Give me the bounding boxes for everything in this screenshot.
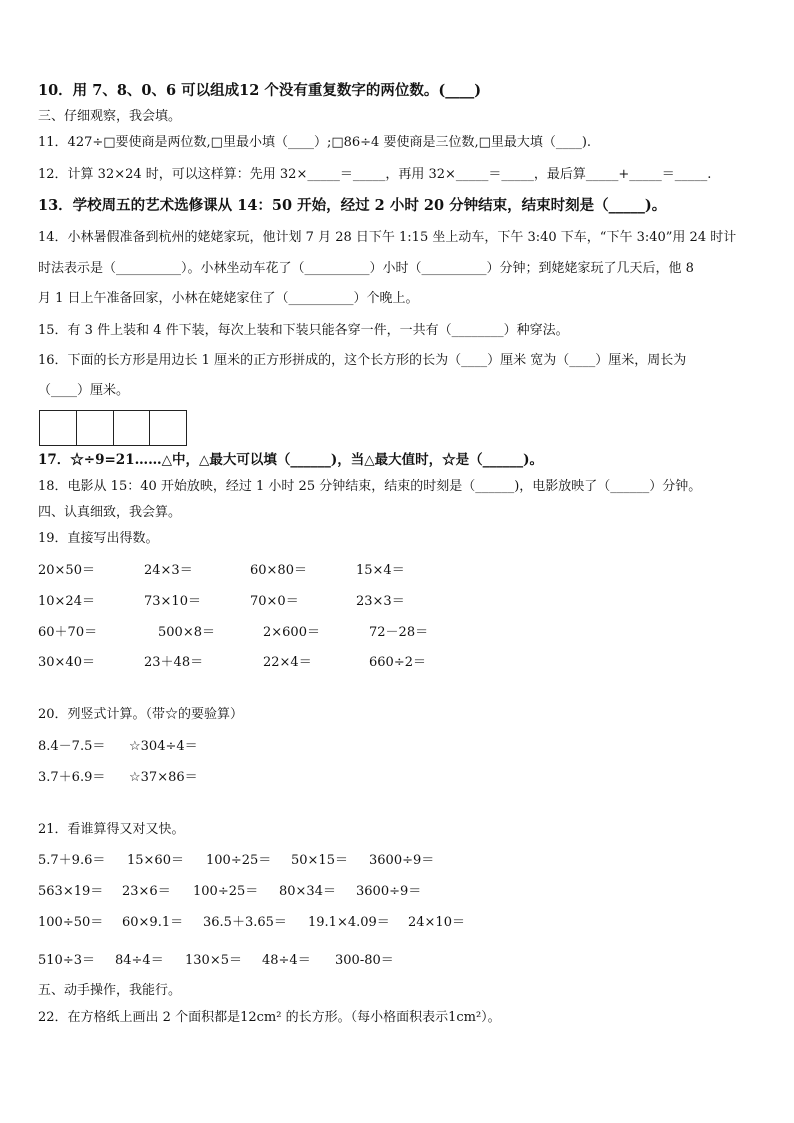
q19-row [38,594,794,610]
calc-item: 15×60＝ [127,853,184,868]
question-21: 21．看谁算得又对又快。 [38,822,185,837]
calc-item: 100÷25＝ [206,853,272,868]
calc-item: 72－28＝ [369,625,429,640]
unit-square [149,410,187,446]
calc-item: 100÷50＝ [38,915,104,930]
calc-item: ☆37×86＝ [129,770,198,785]
calc-item: 70×0＝ [250,594,299,609]
calc-item: 24×10＝ [408,915,465,930]
calc-item: 19.1×4.09＝ [308,915,390,930]
calc-item: 73×10＝ [144,594,201,609]
calc-item: 3600÷9＝ [369,853,435,868]
calc-item: 100÷25＝ [193,884,259,899]
question-17: 17．☆÷9=21……△中，△最大可以填（______)，当△最大值时，☆是（______)。 [38,452,544,468]
calc-item: 60×80＝ [250,563,307,578]
question-13: 13．学校周五的艺术选修课从 14：50 开始，经过 2 小时 20 分钟结束，结束时刻是（_____)。 [38,197,667,214]
calc-item: 2×600＝ [263,625,320,640]
calc-item: 24×3＝ [144,563,193,578]
calc-item: 510÷3＝ [38,953,95,968]
q19-row [38,655,794,671]
unit-square [113,410,150,446]
question-10: 10．用 7、8、0、6 可以组成12 个没有重复数字的两位数。(____) [38,82,482,99]
q21-row [38,953,794,969]
calc-item: 23×3＝ [356,594,405,609]
question-22: 22．在方格纸上画出 2 个面积都是12cm² 的长方形。（每小格面积表示1cm²）。 [38,1010,501,1025]
calc-item: 22×4＝ [263,655,312,670]
calc-item: 23×6＝ [122,884,171,899]
q20-row [38,770,794,786]
question-20: 20．列竖式计算。（带☆的要验算） [38,707,244,722]
calc-item: 660÷2＝ [369,655,426,670]
calc-item: 23＋48＝ [144,655,204,670]
calc-item: ☆304÷4＝ [129,739,198,754]
calc-item: 36.5＋3.65＝ [203,915,287,930]
q21-row [38,884,794,900]
question-18: 18．电影从 15：40 开始放映，经过 1 小时 25 分钟结束，结束的时刻是（______)，电影放映了（______）分钟。 [38,479,702,494]
calc-item: 50×15＝ [291,853,348,868]
question-14-line-1: 14．小林暑假准备到杭州的姥姥家玩，他计划 7 月 28 日下午 1:15 坐上动车，下午 3:40 下车，“下午 3:40”用 24 时计 [38,230,737,245]
unit-square [76,410,113,446]
calc-item: 500×8＝ [158,625,215,640]
q20-row [38,739,794,755]
calc-item: 300-80＝ [335,953,394,968]
calc-item: 60×9.1＝ [122,915,184,930]
calc-item: 20×50＝ [38,563,95,578]
calc-item: 48÷4＝ [262,953,311,968]
section-5-heading: 五、动手操作，我能行。 [38,983,182,998]
calc-item: 5.7＋9.6＝ [38,853,106,868]
calc-item: 30×40＝ [38,655,95,670]
question-14-line-2: 时法表示是（__________）。小林坐动车花了（__________）小时（__________）分钟；到姥姥家玩了几天后，他 8 [38,261,694,276]
calc-item: 3600÷9＝ [356,884,422,899]
calc-item: 3.7＋6.9＝ [38,770,106,785]
q19-row [38,625,794,641]
calc-item: 84÷4＝ [115,953,164,968]
calc-item: 8.4－7.5＝ [38,739,106,754]
section-3-heading: 三、仔细观察，我会填。 [38,109,182,124]
question-19: 19．直接写出得数。 [38,531,159,546]
q21-row [38,915,794,931]
question-15: 15．有 3 件上装和 4 件下装，每次上装和下装只能各穿一件，一共有（________）种穿法。 [38,323,569,338]
q21-row [38,853,794,869]
section-4-heading: 四、认真细致，我会算。 [38,505,182,520]
calc-item: 60＋70＝ [38,625,98,640]
calc-item: 563×19＝ [38,884,104,899]
q19-row [38,563,794,579]
question-16-line-1: 16．下面的长方形是用边长 1 厘米的正方形拼成的，这个长方形的长为（____）厘米 宽为（____）厘米，周长为 [38,353,687,368]
question-16-line-2: （____）厘米。 [38,383,130,398]
question-11: 11．427÷□要使商是两位数,□里最小填（____）;□86÷4 要使商是三位数,□里最大填（____). [38,135,592,150]
question-14-line-3: 月 1 日上午准备回家，小林在姥姥家住了（__________）个晚上。 [38,291,419,306]
calc-item: 80×34＝ [279,884,336,899]
calc-item: 10×24＝ [38,594,95,609]
unit-square-rectangle [39,410,187,446]
unit-square [39,410,76,446]
calc-item: 130×5＝ [185,953,242,968]
question-12: 12．计算 32×24 时，可以这样算：先用 32×_____＝_____，再用 32×_____＝_____，最后算_____+_____＝_____. [38,167,712,182]
calc-item: 15×4＝ [356,563,405,578]
